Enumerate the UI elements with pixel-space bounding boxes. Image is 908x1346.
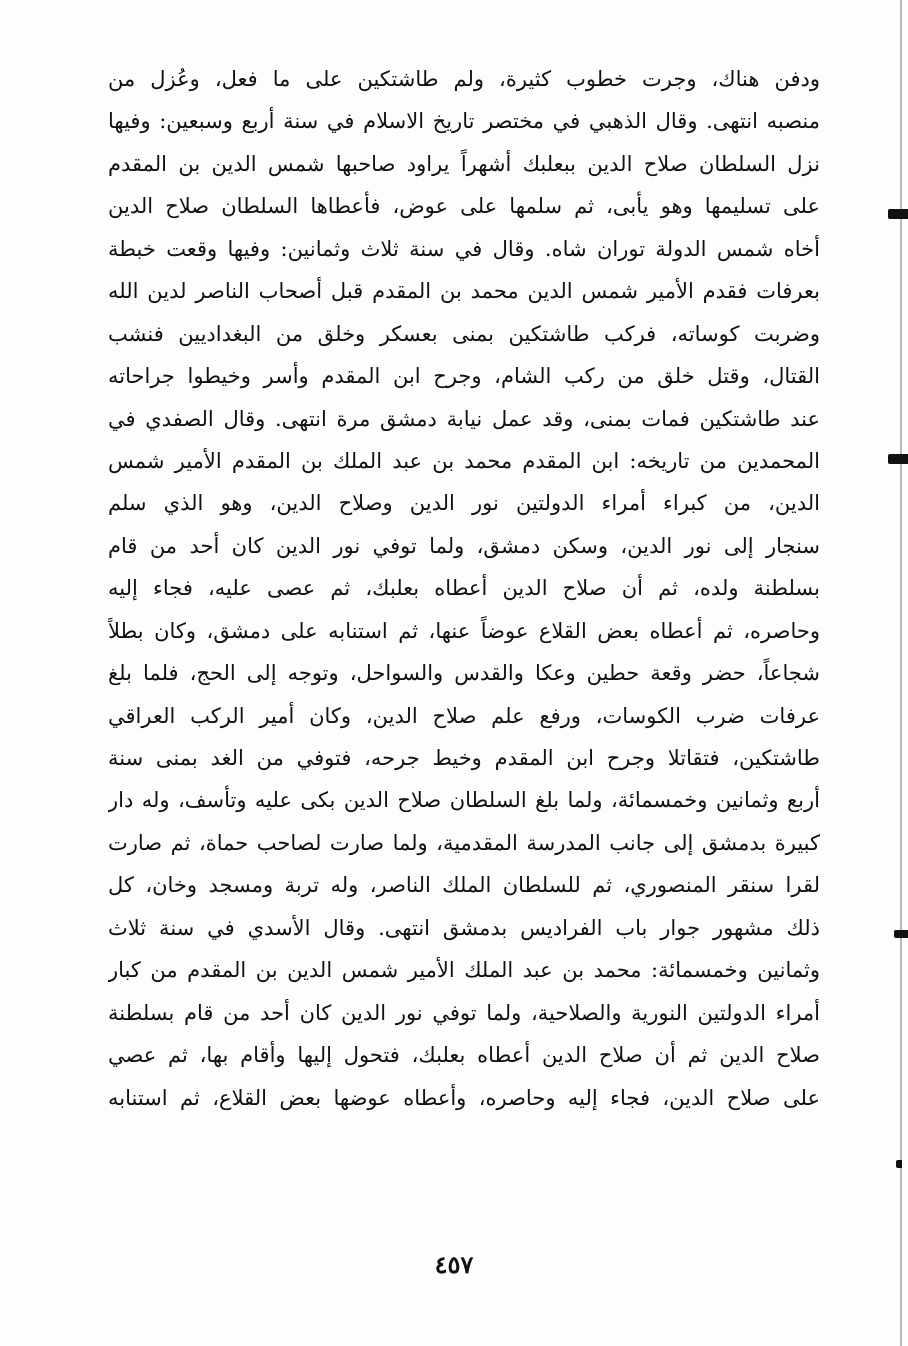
text-line: أربع وثمانين وخمسمائة، ولما بلغ السلطان صلاح الدين بكى عليه وتأسف، وله دار: [108, 788, 820, 813]
text-line: وضربت كوساته، فركب طاشتكين بمنى بعسكر وخلق من البغداديين فنشب: [108, 321, 820, 346]
page-edge-line: [900, 0, 902, 1346]
edge-mark: [896, 1160, 902, 1168]
text-line: سنجار إلى نور الدين، وسكن دمشق، ولما توفي نور الدين كان أحد من قام: [108, 533, 820, 558]
body-text: [108, 58, 820, 1119]
text-line: على صلاح الدين، فجاء إليه وحاصره، وأعطاه عوضها بعض القلاع، ثم استنابه: [108, 1085, 820, 1110]
text-line: وحاصره، ثم أعطاه بعض القلاع عوضاً عنها، ثم استنابه على دمشق، وكان بطلاً: [108, 618, 820, 643]
text-line: أمراء الدولتين النورية والصلاحية، ولما توفي نور الدين كان أحد من قام بسلطنة: [108, 1000, 820, 1025]
text-line: المحمدين من تاريخه: ابن المقدم محمد بن عبد الملك بن المقدم الأمير شمس: [108, 448, 820, 473]
text-line: كبيرة بدمشق إلى جانب المدرسة المقدمية، ولما صارت لصاحب حماة، ثم صارت: [108, 830, 820, 855]
text-line: عند طاشتكين فمات بمنى، وقد عمل نيابة دمشق مرة انتهى. وقال الصفدي في: [108, 406, 820, 431]
edge-mark: [894, 930, 908, 938]
text-line: على تسليمها وهو يأبى، ثم سلمها على عوض، فأعطاها السلطان صلاح الدين: [108, 194, 820, 219]
text-line: لقرا سنقر المنصوري، ثم للسلطان الملك الناصر، وله تربة ومسجد وخان، كل: [108, 873, 820, 898]
text-line: ودفن هناك، وجرت خطوب كثيرة، ولم طاشتكين على ما فعل، وعُزل من: [108, 67, 820, 91]
text-line: بسلطنة ولده، ثم أن صلاح الدين أعطاه بعلبك، ثم عصى عليه، فجاء إليه: [108, 576, 820, 601]
edge-mark: [888, 209, 908, 219]
text-line: القتال، وقتل خلق من ركب الشام، وجرح ابن المقدم وأسر وخيطوا جراحاته: [108, 364, 820, 389]
text-line: صلاح الدين ثم أن صلاح الدين أعطاه بعلبك، فتحول إليها وأقام بها، ثم عصي: [108, 1043, 820, 1068]
text-line: ذلك مشهور جوار باب الفراديس بدمشق انتهى. وقال الأسدي في سنة ثلاث: [108, 915, 820, 940]
edge-mark: [888, 454, 908, 464]
text-line: الدين، من كبراء أمراء الدولتين نور الدين وصلاح الدين، وهو الذي سلم: [108, 491, 820, 516]
text-line: طاشتكين، فتقاتلا وجرح ابن المقدم وخيط جرحه، فتوفي من الغد بمنى سنة: [108, 746, 820, 770]
text-line: نزل السلطان صلاح الدين ببعلبك أشهراً يراود صاحبها شمس الدين بن المقدم: [108, 151, 820, 176]
text-line: شجاعاً، حضر وقعة حطين وعكا والقدس والسواحل، وتوجه إلى الحج، فلما بلغ: [108, 661, 820, 686]
page-number: ٤٥٧: [434, 1250, 474, 1279]
text-line: وثمانين وخمسمائة: محمد بن عبد الملك الأمير شمس الدين بن المقدم من كبار: [108, 958, 820, 983]
text-line: أخاه شمس الدولة توران شاه. وقال في سنة ثلاث وثمانين: وفيها وقعت خبطة: [108, 236, 820, 261]
text-line: بعرفات فقدم الأمير شمس الدين محمد بن المقدم قبل أصحاب الناصر لدين الله: [108, 279, 820, 304]
text-line: عرفات ضرب الكوسات، ورفع علم صلاح الدين، وكان أمير الركب العراقي: [108, 703, 820, 728]
text-line: منصبه انتهى. وقال الذهبي في مختصر تاريخ الاسلام في سنة أربع وسبعين: وفيها: [108, 109, 820, 134]
